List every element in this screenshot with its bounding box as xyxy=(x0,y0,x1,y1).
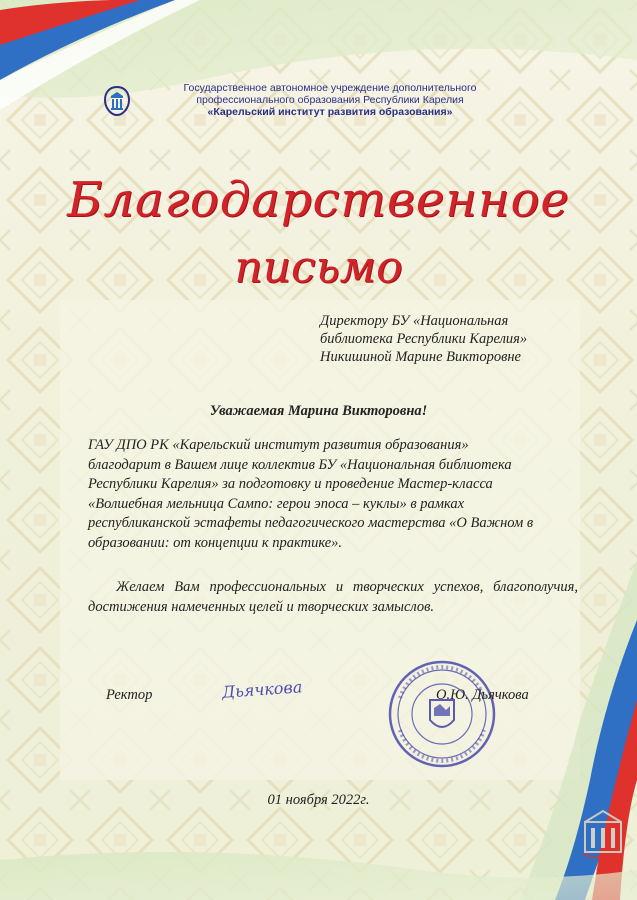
body-line-1: ГАУ ДПО РК «Карельский институт развития образования» xyxy=(88,437,469,453)
wishes-paragraph: Желаем Вам профессиональных и творческих успехов, благополучия, достижения намеченных целей и творческих замыслов. xyxy=(88,579,578,615)
body-line-6: образовании: от концепции к практике». xyxy=(88,534,343,551)
document-date: 01 ноября 2022г. xyxy=(267,792,370,808)
organization-line-1: Государственное автономное учреждение дополнительного xyxy=(183,82,477,94)
document-title-line-1: Благодарственное xyxy=(67,172,570,228)
addressee-line-1: Директору БУ «Национальная xyxy=(320,313,509,329)
document-title-line-2: письмо xyxy=(234,242,403,293)
letter-body xyxy=(88,436,568,553)
body-line-2: благодарит в Вашем лице коллектив БУ «Национальная библиотека xyxy=(88,456,512,473)
institute-logo-icon xyxy=(104,86,130,116)
handwritten-signature: Дьячкова xyxy=(221,677,303,702)
library-watermark-icon xyxy=(583,808,623,863)
addressee-block xyxy=(320,312,600,366)
signatory-role: Ректор xyxy=(106,687,153,703)
organization-line-2: профессионального образования Республики Карелия xyxy=(196,94,464,106)
greeting: Уважаемая Марина Викторовна! xyxy=(209,403,428,419)
signatory-name: О.Ю. Дьячкова xyxy=(436,687,529,703)
body-line-3: Республики Карелия» за подготовку и проведение Мастер-класса xyxy=(88,476,493,492)
organization-name xyxy=(140,82,520,118)
body-line-4: «Волшебная мельница Сампо: герои эпоса – куклы» в рамках xyxy=(88,495,465,512)
organization-line-3: «Карельский институт развития образования» xyxy=(207,106,453,118)
addressee-line-3: Никишиной Марине Викторовне xyxy=(320,349,521,365)
official-seal-icon xyxy=(386,658,498,770)
body-line-5: республиканской эстафеты педагогического мастерства «О Важном в xyxy=(88,515,534,531)
addressee-line-2: библиотека Республики Карелия» xyxy=(320,331,528,347)
